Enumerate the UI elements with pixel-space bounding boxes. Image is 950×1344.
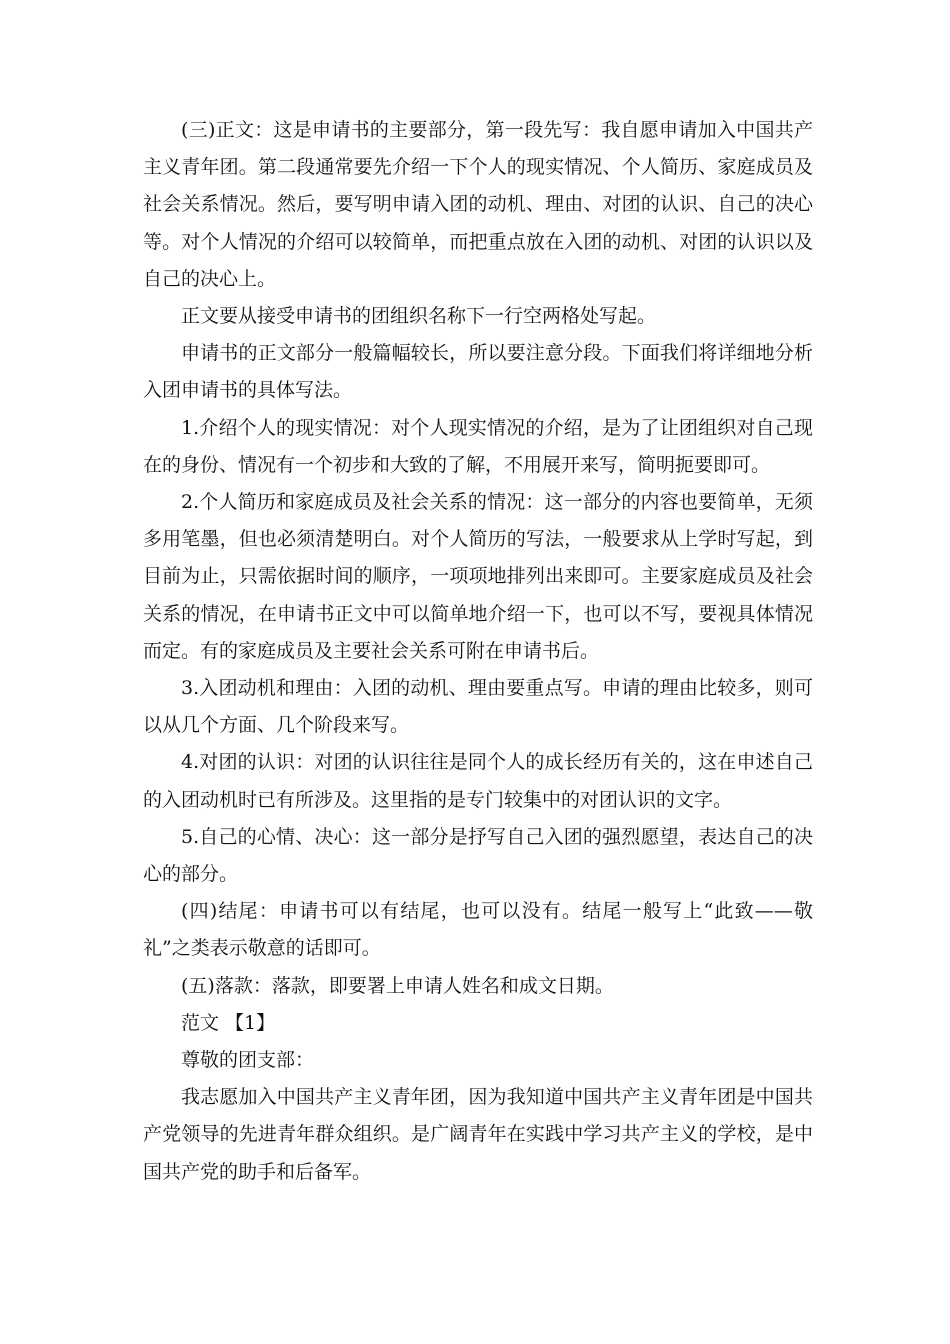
sample-salutation: 尊敬的团支部：: [181, 1049, 315, 1072]
paragraph-ending-section: (四)结尾：申请书可以有结尾，也可以没有。结尾一般写上“此致——敬礼”之类表示敬意的话即可。: [143, 900, 813, 960]
paragraph-body-length: 申请书的正文部分一般篇幅较长，所以要注意分段。下面我们将详细地分析入团申请书的具体写法。: [143, 342, 813, 402]
paragraph-item-5: 5.自己的心情、决心：这一部分是抒写自己入团的强烈愿望，表达自己的决心的部分。: [143, 825, 813, 886]
sample-paragraph-1: 我志愿加入中国共产主义青年团，因为我知道中国共产主义青年团是中国共产党领导的先进青年群众组织。是广阔青年在实践中学习共产主义的学校，是中国共产党的助手和后备军。: [143, 1086, 813, 1183]
sample-heading: 范文 【1】: [181, 1011, 276, 1034]
paragraph-signature-section: (五)落款：落款，即要署上申请人姓名和成文日期。: [181, 974, 614, 997]
paragraph-body-section: (三)正文：这是申请书的主要部分，第一段先写：我自愿申请加入中国共产主义青年团。第二段通常要先介绍一下个人的现实情况、个人简历、家庭成员及社会关系情况。然后，要写明申请入团的动机、理由、对团的认识、自己的决心等。对个人情况的介绍可以较简单，而把重点放在入团的动机、对团的认识以及自己的决心上。: [143, 119, 813, 290]
paragraph-item-1: 1.介绍个人的现实情况：对个人现实情况的介绍，是为了让团组织对自己现在的身份、情况有一个初步和大致的了解，不用展开来写，简明扼要即可。: [143, 416, 813, 476]
paragraph-item-4: 4.对团的认识：对团的认识往往是同个人的成长经历有关的，这在申述自己的入团动机时已有所涉及。这里指的是专门较集中的对团认识的文字。: [143, 751, 813, 811]
paragraph-item-2: 2.个人简历和家庭成员及社会关系的情况：这一部分的内容也要简单，无须多用笔墨，但也必须清楚明白。对个人简历的写法，一般要求从上学时写起，到目前为止，只需依据时间的顺序，一项项地排列出来即可。主要家庭成员及社会关系的情况，在申请书正文中可以简单地介绍一下，也可以不写，要视具体情况而定。有的家庭成员及主要社会关系可附在申请书后。: [143, 491, 813, 662]
paragraph-body-start: 正文要从接受申请书的团组织名称下一行空两格处写起。: [181, 305, 657, 328]
document-body: [143, 112, 813, 1191]
paragraph-item-3: 3.入团动机和理由：入团的动机、理由要重点写。申请的理由比较多，则可以从几个方面、几个阶段来写。: [143, 677, 813, 737]
